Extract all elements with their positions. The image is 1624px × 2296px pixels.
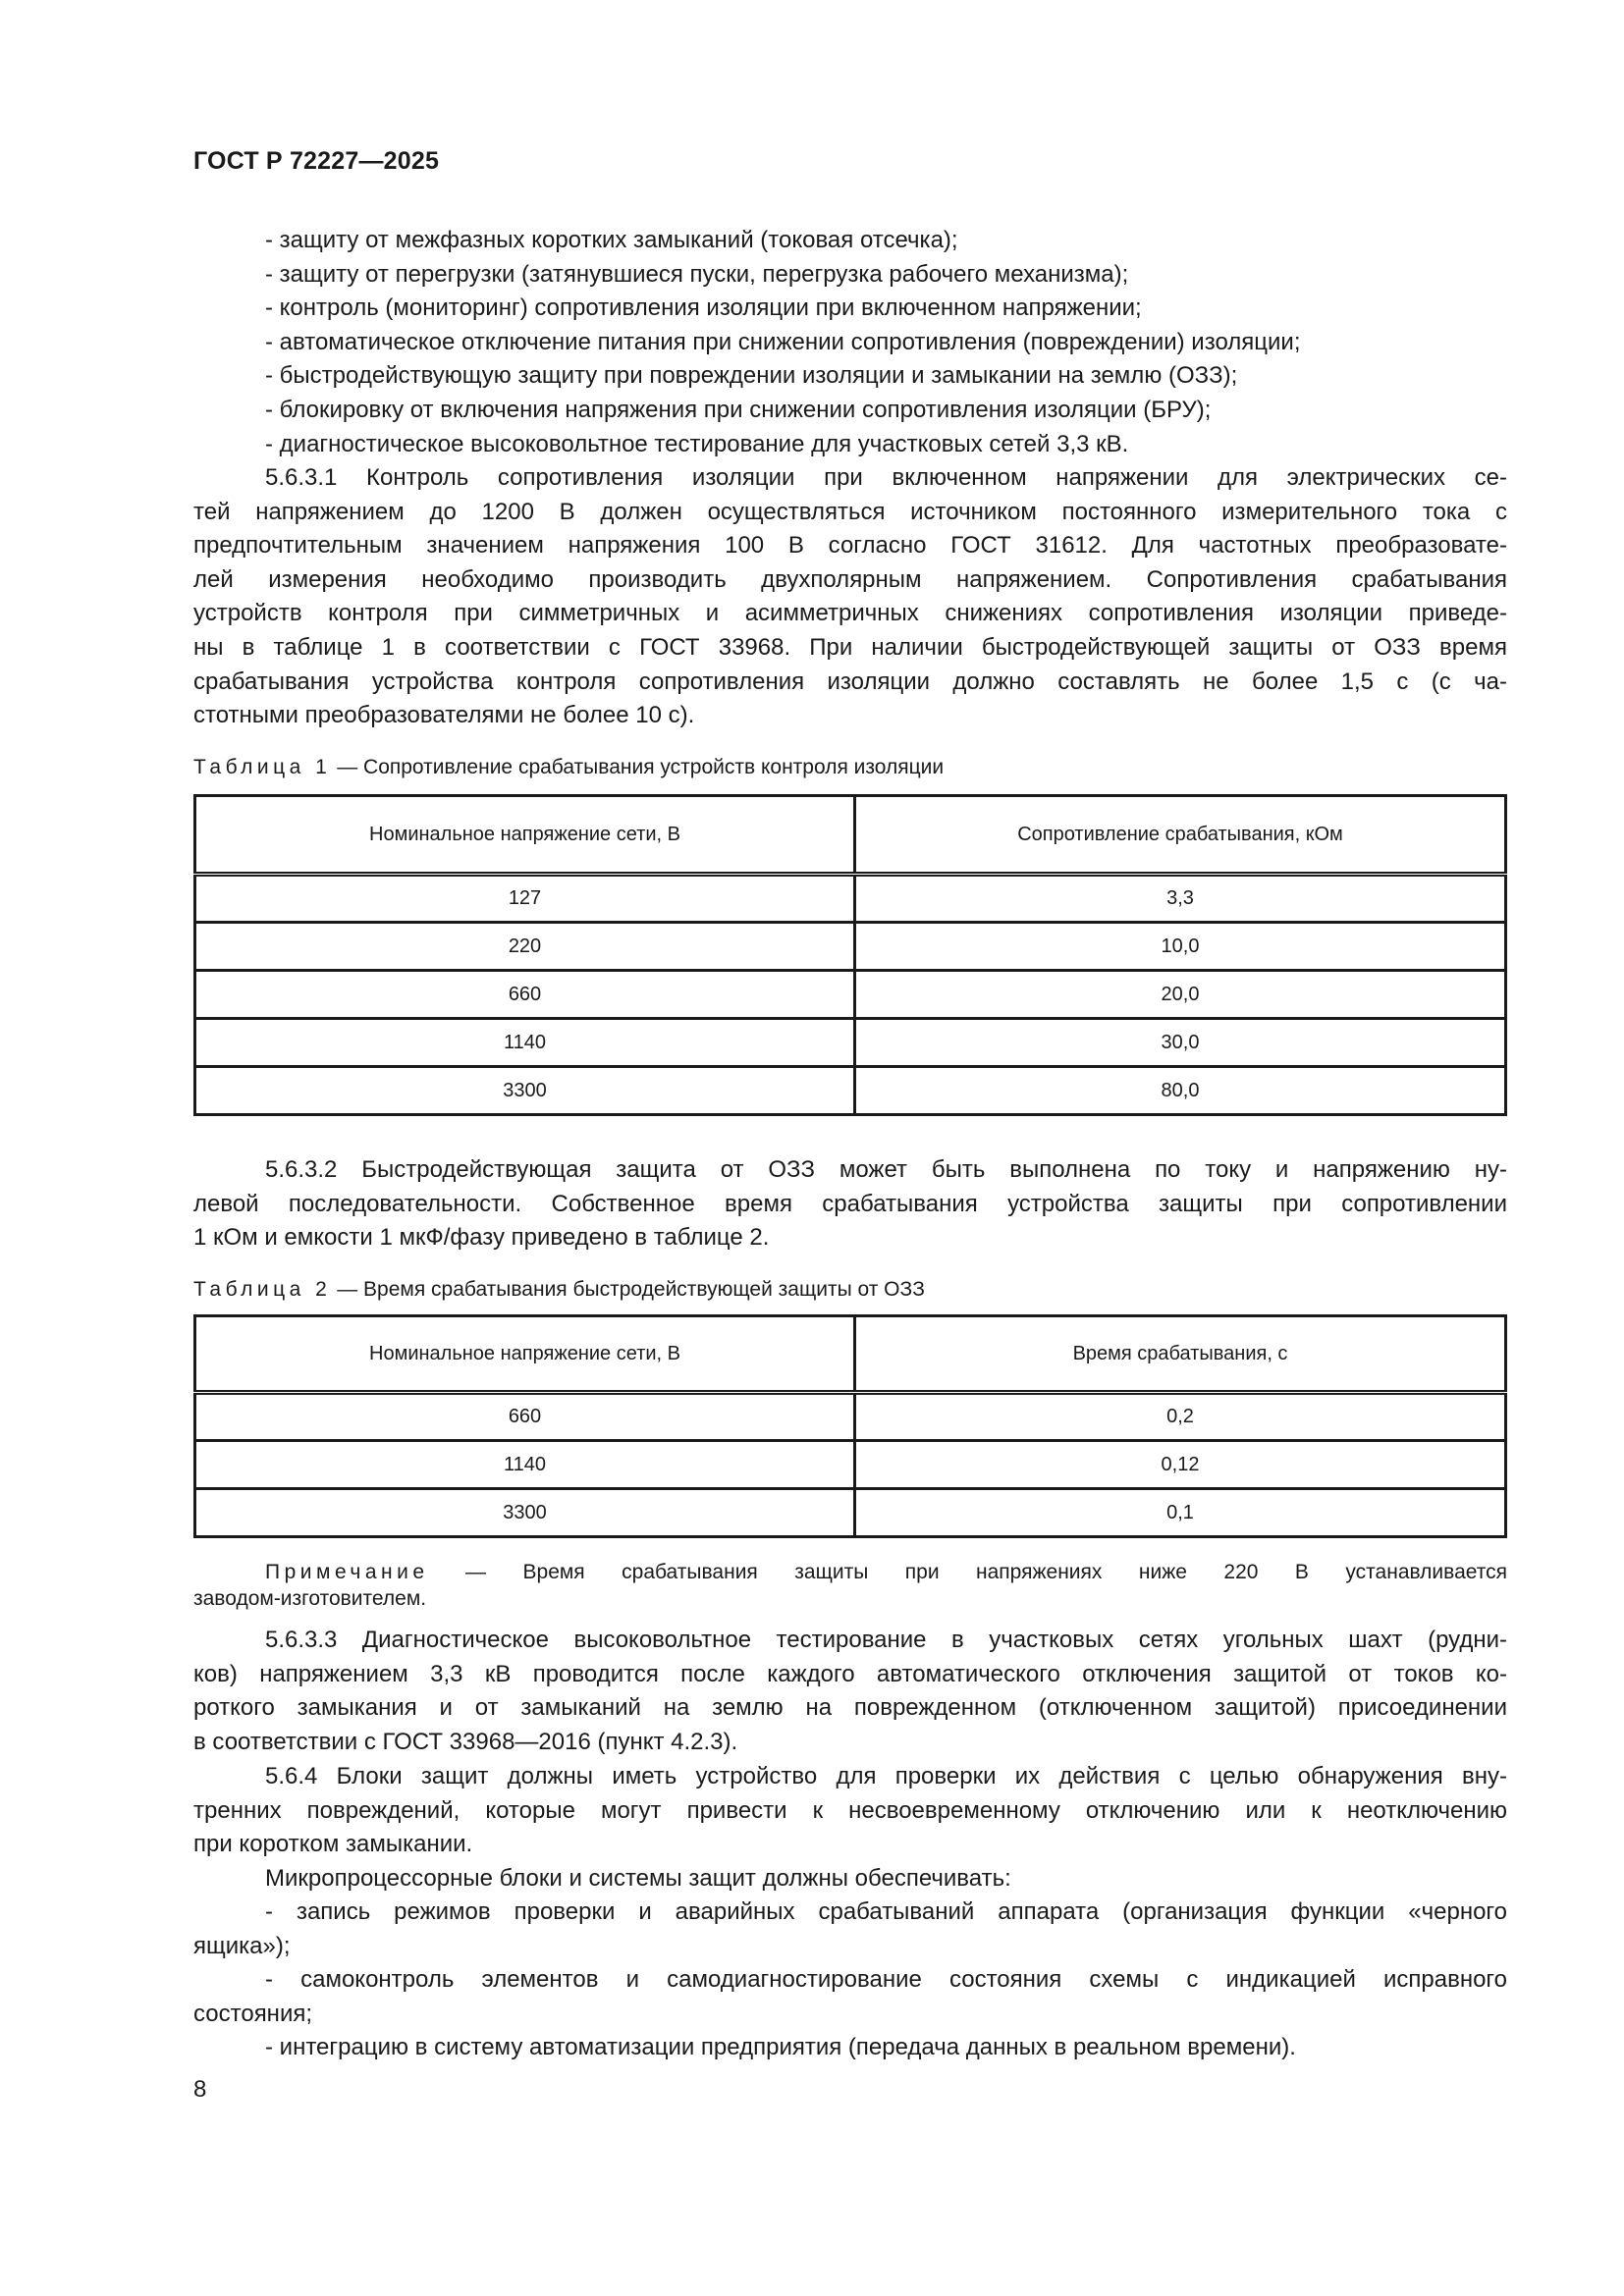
- paragraph-line: предпочтительным значением напряжения 100 В согласно ГОСТ 31612. Для частотных преобразовате-: [193, 532, 1507, 560]
- table-cell: 1140: [195, 1441, 855, 1489]
- table-row: [195, 971, 1506, 1019]
- table-1-header-voltage: Номинальное напряжение сети, В: [195, 796, 855, 875]
- table-cell: 80,0: [855, 1067, 1506, 1115]
- table-cell: 1140: [195, 1019, 855, 1067]
- list-item: - защиту от перегрузки (затянувшиеся пуски, перегрузка рабочего механизма);: [265, 260, 1129, 288]
- list-item: - блокировку от включения напряжения при снижении сопротивления изоляции (БРУ);: [265, 396, 1212, 423]
- note-line: [193, 1559, 1507, 1585]
- table-cell: 660: [195, 971, 855, 1019]
- table-2-caption: [193, 1278, 925, 1302]
- paragraph-line: устройств контроля при симметричных и асимметричных снижениях сопротивления изоляции приведе-: [193, 600, 1507, 627]
- paragraph-line: тей напряжением до 1200 В должен осуществляться источником постоянного измерительного тока с: [193, 498, 1507, 525]
- list-item-line: состояния;: [193, 2000, 313, 2027]
- paragraph-line: тренних повреждений, которые могут привести к несвоевременному отключению или к неотключению: [193, 1796, 1507, 1824]
- paragraph-line: 1 кОм и емкости 1 мкФ/фазу приведено в таблице 2.: [193, 1224, 770, 1252]
- table-cell: 3,3: [855, 875, 1506, 923]
- list-item-line: - интеграцию в систему автоматизации предприятия (передача данных в реальном времени).: [265, 2034, 1296, 2061]
- table-row: [195, 1393, 1506, 1441]
- paragraph-line: при коротком замыкании.: [193, 1831, 473, 1858]
- table-2: [193, 1314, 1507, 1538]
- table-row: [195, 1489, 1506, 1537]
- note-label: Примечание: [265, 1561, 429, 1583]
- protection-functions-list: [193, 224, 1507, 461]
- table-1: [193, 794, 1507, 1116]
- paragraph-line: срабатывания устройства контроля сопротивления изоляции должно составлять не более 1,5 с (с ча-: [193, 667, 1507, 695]
- paragraph-line: стотными преобразователями не более 10 с).: [193, 702, 695, 729]
- list-item: - защиту от межфазных коротких замыканий (токовая отсечка);: [265, 227, 958, 253]
- paragraph-line: лей измерения необходимо производить двухполярным напряжением. Сопротивления срабатывания: [193, 565, 1507, 593]
- list-item: - диагностическое высоковольтное тестирование для участковых сетей 3,3 кВ.: [265, 430, 1129, 457]
- table-1-label: Таблица 1: [193, 756, 332, 778]
- table-cell: 220: [195, 923, 855, 971]
- table-cell: 0,2: [855, 1393, 1506, 1441]
- paragraph-line: 5.6.3.1 Контроль сопротивления изоляции при включенном напряжении для электрических се-: [265, 464, 1507, 491]
- list-item-line: - запись режимов проверки и аварийных срабатываний аппарата (организация функции «черного: [265, 1898, 1507, 1925]
- microprocessor-requirements-list: [193, 1896, 1507, 2065]
- document-header-id: ГОСТ Р 72227—2025: [193, 147, 440, 175]
- table-cell: 30,0: [855, 1019, 1506, 1067]
- table-cell: 660: [195, 1393, 855, 1441]
- paragraph-line: 5.6.4 Блоки защит должны иметь устройство для проверки их действия с целью обнаружения вну-: [265, 1763, 1507, 1789]
- list-item: - контроль (мониторинг) сопротивления изоляции при включенном напряжении;: [265, 294, 1142, 322]
- table-row: [195, 1067, 1506, 1115]
- paragraph-5-6-4: [193, 1760, 1507, 1896]
- list-item-line: ящика»);: [193, 1932, 291, 1959]
- paragraph-line: левой последовательности. Собственное время срабатывания устройства защиты при сопротивлении: [193, 1190, 1507, 1217]
- table-row: [195, 1019, 1506, 1067]
- list-item: - автоматическое отключение питания при снижении сопротивления (повреждении) изоляции;: [265, 328, 1301, 355]
- paragraph-5-6-3-3: [193, 1624, 1507, 1759]
- table-cell: 0,12: [855, 1441, 1506, 1489]
- paragraph-line: ков) напряжением 3,3 кВ проводится после каждого автоматического отключения защитой от токов ко-: [193, 1660, 1507, 1687]
- table-cell: 0,1: [855, 1489, 1506, 1537]
- list-item-line: - самоконтроль элементов и самодиагностирование состояния схемы с индикацией исправного: [265, 1966, 1507, 1994]
- note-line: заводом-изготовителем.: [193, 1587, 427, 1610]
- table-2-title: — Время срабатывания быстродействующей защиты от ОЗЗ: [331, 1278, 925, 1301]
- table-cell: 20,0: [855, 971, 1506, 1019]
- paragraph-line: 5.6.3.2 Быстродействующая защита от ОЗЗ может быть выполнена по току и напряжению ну-: [265, 1156, 1507, 1183]
- paragraph-line: 5.6.3.3 Диагностическое высоковольтное тестирование в участковых сетях угольных шахт (рудни-: [265, 1627, 1507, 1653]
- table-2-label: Таблица 2: [193, 1278, 332, 1301]
- table-2-note: [193, 1559, 1507, 1612]
- table-1-title: — Сопротивление срабатывания устройств контроля изоляции: [331, 756, 945, 778]
- table-row: [195, 923, 1506, 971]
- page-number: 8: [193, 2076, 207, 2103]
- table-row: [195, 1441, 1506, 1489]
- paragraph-5-6-3-2: [193, 1153, 1507, 1255]
- paragraph-line: в соответствии с ГОСТ 33968—2016 (пункт 4.2.3).: [193, 1728, 738, 1755]
- table-cell: 10,0: [855, 923, 1506, 971]
- paragraph-5-6-3-1: [193, 461, 1507, 733]
- table-1-header-resistance: Сопротивление срабатывания, кОм: [855, 796, 1506, 875]
- microprocessor-intro: Микропроцессорные блоки и системы защит должны обеспечивать:: [265, 1864, 1011, 1892]
- paragraph-line: ны в таблице 1 в соответствии с ГОСТ 33968. При наличии быстродействующей защиты от ОЗЗ время: [193, 633, 1507, 661]
- table-cell: 127: [195, 875, 855, 923]
- table-1-caption: [193, 756, 944, 779]
- table-cell: 3300: [195, 1067, 855, 1115]
- list-item: - быстродействующую защиту при повреждении изоляции и замыкании на землю (ОЗЗ);: [265, 362, 1238, 390]
- table-2-header-voltage: Номинальное напряжение сети, В: [195, 1316, 855, 1393]
- table-row: [195, 875, 1506, 923]
- note-text: — Время срабатывания защиты при напряжениях ниже 220 В устанавливается: [428, 1561, 1507, 1583]
- paragraph-line: роткого замыкания и от замыканий на землю на поврежденном (отключенном защитой) присоединении: [193, 1694, 1507, 1722]
- table-2-header-time: Время срабатывания, с: [855, 1316, 1506, 1393]
- table-cell: 3300: [195, 1489, 855, 1537]
